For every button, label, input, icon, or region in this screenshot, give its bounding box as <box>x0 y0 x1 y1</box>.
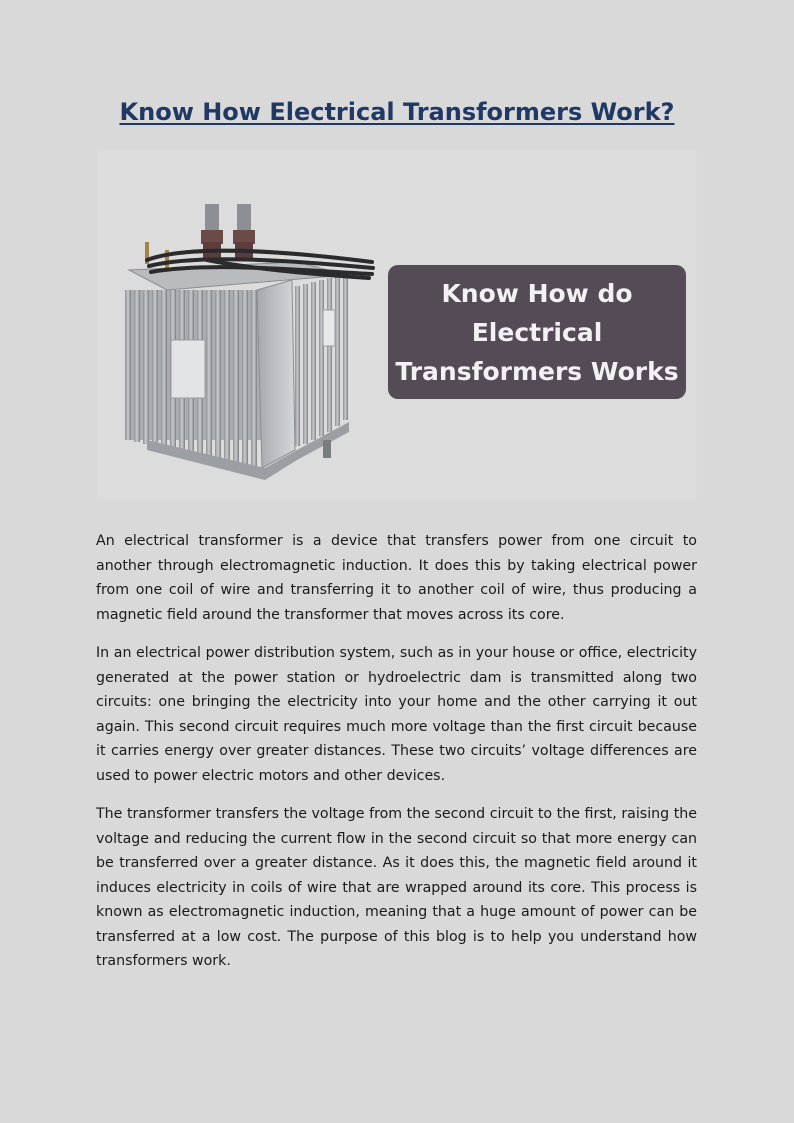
transformer-illustration-icon <box>97 150 387 500</box>
banner <box>388 265 686 399</box>
article-body <box>96 529 697 988</box>
page-title: Know How Electrical Transformers Work? <box>119 98 675 126</box>
banner-text: Know How do Electrical Transformers Works <box>395 278 679 386</box>
hero-image <box>97 150 697 500</box>
paragraph: The transformer transfers the voltage from the second circuit to the first, raising the voltage and reducing the current flow in the second circuit so that more energy can be transferred over a greater distance. As it does this, the magnetic field around it induces electricity in coils of wire that are wrapped around its core. This process is known as electromagnetic induction, meaning that a huge amount of power can be transferred at a low cost. The purpose of this blog is to help you understand how transformers work. <box>96 806 697 969</box>
paragraph: In an electrical power distribution system, such as in your house or office, electricity generated at the power station or hydroelectric dam is transmitted along two circuits: one bringing the electricity into your home and the other carrying it out again. This second circuit requires much more voltage than the first circuit because it carries energy over greater distances. These two circuits’ voltage differences are used to power electric motors and other devices. <box>96 645 697 784</box>
paragraph: An electrical transformer is a device that transfers power from one circuit to another through electromagnetic induction. It does this by taking electrical power from one coil of wire and transferring it to another coil of wire, thus producing a magnetic field around the transformer that moves across its core. <box>96 533 697 623</box>
